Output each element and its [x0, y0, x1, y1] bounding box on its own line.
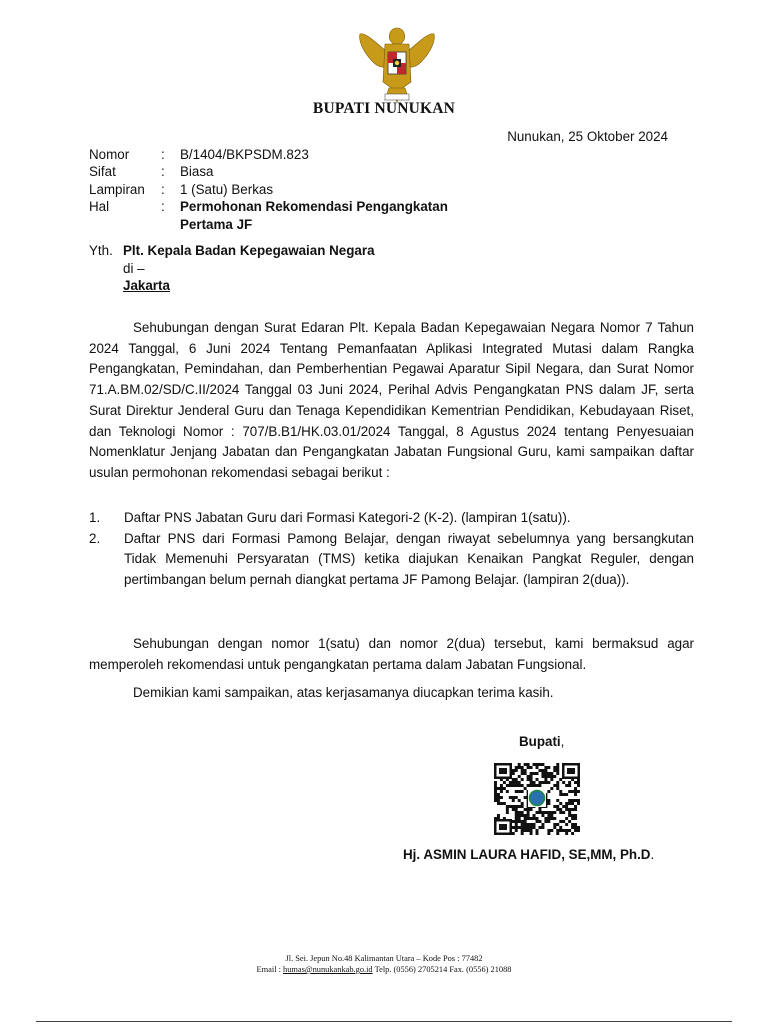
meta-key: Nomor [89, 147, 130, 162]
meta-key: Sifat [89, 164, 116, 180]
garuda-emblem-icon [355, 22, 439, 106]
subject-line-1: Permohonan Rekomendasi Pengangkatan [180, 199, 448, 215]
signature-title [519, 734, 564, 749]
signature-title-text: Bupati [519, 734, 561, 749]
meta-value: Biasa [180, 164, 214, 180]
signer-name [403, 847, 654, 862]
meta-value: 1 (Satu) Berkas [180, 181, 274, 197]
footer-email-label: Email : [256, 965, 284, 974]
paragraph-text: Sehubungan dengan Surat Edaran Plt. Kepala Badan Kepegawaian Negara Nomor 7 Tahun 2024 Tanggal, 6 Juni 2024 Tentang Pemanfaatan Aplikasi Integrated Mutasi dalam Rangka Pengangkatan, Pemindahan, dan Pemberhentian Pegawai Aparatur Sipil Negara, dan Surat Nomor 71.A.BM.02/SD/C.II/2024 Tanggal 03 Juni 2024, Perihal Advis Pengangkatan PNS dalam JF, serta Surat Direktur Jenderal Guru dan Tenaga Kependidikan Kementrian Pendidikan, Kebudayaan Riset, dan Teknologi Nomor : 707/B.B1/HK.03.01/2024 Tanggal, 8 Agustus 2024 tentang Penyesuaian Nomenklatur Jenjang Jabatan dan Pengangkatan Jabatan Fungsional Guru, kami sampaikan daftar usulan permohonan rekomendasi sebagai berikut : [89, 320, 694, 480]
body-paragraph-2 [89, 634, 694, 675]
subject-line-2: Pertama JF [180, 216, 253, 232]
request-list [89, 508, 694, 591]
meta-separator: : [161, 147, 165, 162]
meta-key: Hal [89, 199, 110, 215]
bottom-divider [36, 1021, 732, 1022]
meta-row-lampiran [89, 181, 448, 198]
footer-email-link[interactable]: humas@nunukankab.go.id [283, 965, 373, 974]
list-item [89, 508, 694, 529]
addressee-city: Jakarta [123, 278, 170, 294]
letterhead-heading: BUPATI NUNUKAN [312, 100, 456, 117]
closing-paragraph: Demikian kami sampaikan, atas kerjasamanya diucapkan terima kasih. [133, 685, 554, 700]
meta-separator: : [161, 199, 165, 215]
meta-row-sifat [89, 163, 448, 180]
footer-contact [0, 964, 768, 975]
footer-phone-fax: Telp. (0556) 2705214 Fax. (0556) 21088 [372, 965, 512, 974]
qr-code-icon [494, 763, 580, 835]
letter-meta [89, 146, 448, 233]
body-paragraph-1 [89, 318, 694, 484]
meta-value: B/1404/BKPSDM.823 [180, 147, 309, 162]
meta-row-nomor [89, 146, 448, 163]
meta-value-subject [180, 198, 448, 233]
signer-name-text: Hj. ASMIN LAURA HAFID, SE,MM, Ph.D [403, 847, 651, 862]
addressee-name: Plt. Kepala Badan Kepegawaian Negara [123, 243, 375, 258]
letter-date: Nunukan, 25 Oktober 2024 [507, 129, 668, 144]
meta-separator: : [161, 181, 165, 197]
list-number: 1. [89, 510, 101, 525]
list-text: Daftar PNS dari Formasi Pamong Belajar, dengan riwayat sebelumnya yang bersangkutan Tidak Memenuhi Persyaratan (TMS) ketika diajukan Kenaikan Pangkat Reguler, dengan pertimbangan belum pernah diangkat pertama JF Pamong Belajar. (lampiran 2(dua)). [124, 530, 694, 588]
meta-key: Lampiran [89, 181, 145, 197]
list-text: Daftar PNS Jabatan Guru dari Formasi Kategori-2 (K-2). (lampiran 1(satu)). [124, 510, 571, 525]
paragraph-text: Sehubungan dengan nomor 1(satu) dan nomor 2(dua) tersebut, kami bermaksud agar memperoleh rekomendasi untuk pengangkatan pertama dalam Jabatan Fungsional. [89, 636, 694, 672]
signature-title-suffix: , [560, 734, 565, 749]
meta-row-hal [89, 198, 448, 233]
signer-name-suffix: . [650, 847, 655, 862]
list-number: 2. [89, 530, 101, 546]
footer-address: Jl. Sei. Jepun No.48 Kalimantan Utara – Kode Pos : 77482 [285, 954, 483, 963]
footer [0, 953, 768, 975]
addressee-block [89, 242, 375, 295]
addressee-di: di – [123, 260, 145, 276]
meta-separator: : [161, 164, 165, 180]
addressee-prefix: Yth. [89, 243, 113, 258]
list-item [89, 529, 694, 591]
